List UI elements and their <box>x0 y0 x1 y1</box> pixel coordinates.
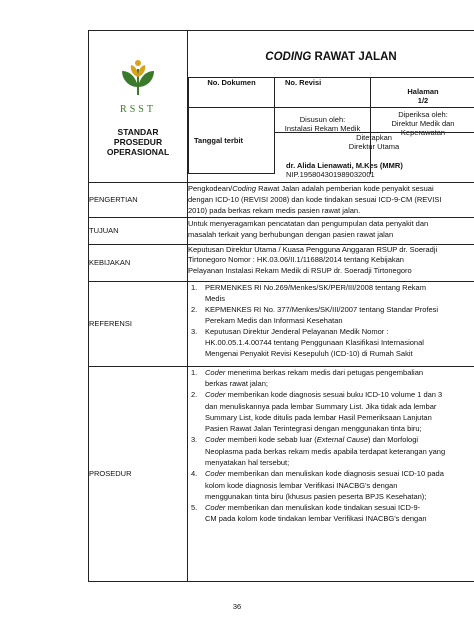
header-info-cell <box>188 31 474 183</box>
signer-nip: NIP.195804301989032001 <box>286 170 375 179</box>
row-prosedur <box>89 366 474 581</box>
row-referensi <box>89 281 474 366</box>
sop-document <box>88 30 474 582</box>
referensi-item: 2. KEPMENKES RI No. 377/Menkes/SK/III/2007 tentang Standar Profesi Perekam Medis dan Informasi Kesehatan <box>191 304 439 325</box>
hospital-logo <box>89 57 187 115</box>
row-pengertian <box>89 183 474 218</box>
prosedur-step: 4. Coder memberikan dan menuliskan kode diagnosis sesuai ICD-10 pada kolom kode diagnosis lembar Verifikasi INACBG's dengan menggunakan tinta biru (khusus pasien peserta BPJS Kesehatan); <box>191 469 444 501</box>
document-type-line: OPERASIONAL <box>106 147 170 157</box>
logo-text: RSST <box>120 104 156 115</box>
pengertian-line: dengan ICD-10 (REVISI 2008) dan kode tindakan sesuai ICD-9-CM (REVISI <box>188 195 442 205</box>
tujuan-text <box>188 217 474 244</box>
prosedur-step: 2. Coder memberikan kode diagnosis sesuai buku ICD-10 volume 1 dan 3 dan menuliskannya pada lembar Summary List. Jika tidak ada lembar Summary List, kode ditulis pada lembar Hasil Pemeriksaan Lanjutan Pasien Rawat Jalan Terintegrasi dengan menggunakan tinta biru; <box>191 390 443 434</box>
prosedur-step: 1. Coder menerima berkas rekam medis dari petugas pengembalian berkas rawat jalan; <box>191 367 424 388</box>
row-tujuan <box>89 217 474 244</box>
no-dokumen-label: No. Dokumen <box>189 78 275 108</box>
referensi-item: 3. Keputusan Direktur Jenderal Pelayanan Medik Nomor : HK.00.05.1.4.00744 tentang Penggunaan Klasifikasi Internasional Mengenai Penyakit Revisi Kesepuluh (ICD-10) di Rumah Sakit <box>191 326 424 358</box>
kebijakan-label: KEBIJAKAN <box>89 244 188 281</box>
document-type-line: PROSEDUR <box>113 137 163 147</box>
disusun-value: Instalasi Rekam Medik <box>284 124 361 133</box>
row-kebijakan <box>89 244 474 281</box>
signer-name: dr. Alida Lienawati, M.Kes (MMR) <box>286 161 403 170</box>
document-type-line: STANDAR <box>117 127 159 137</box>
rsst-leaf-logo-icon <box>118 57 158 97</box>
referensi-list <box>188 281 474 366</box>
tujuan-label: TUJUAN <box>89 217 188 244</box>
prosedur-list <box>188 366 474 581</box>
pengertian-line: 2010) pada berkas rekam medis pasien rawat jalan. <box>188 206 361 216</box>
referensi-item: 1. PERMENKES RI No.269/Menkes/SK/PER/III/2008 tentang Rekam Medis <box>191 282 426 303</box>
prosedur-step: 3. Coder memberi kode sebab luar (External Cause) dan Morfologi Neoplasma pada berkas rekam medis apabila terdapat keterangan yang menyatakan hal tersebut; <box>191 435 446 467</box>
halaman-label: Halaman <box>407 87 439 96</box>
tanggal-terbit-label: Tanggal terbit <box>189 108 275 174</box>
logo-cell <box>89 31 188 183</box>
tujuan-line: masalah terkait yang berhubungan dengan pasien rawat jalan <box>188 229 394 239</box>
no-revisi-label: No. Revisi <box>275 78 371 108</box>
halaman-cell <box>371 78 474 108</box>
header-info-table <box>188 77 474 174</box>
diperiksa-value: Direktur Medik dan Keperawatan <box>391 119 455 137</box>
header-row <box>89 31 474 183</box>
tujuan-line: Untuk menyeragamkan pencatatan dan pengumpulan data penyakit dan <box>188 218 429 228</box>
kebijakan-text <box>188 244 474 281</box>
title-italic: CODING <box>265 51 312 63</box>
document-type <box>89 127 187 157</box>
ditetapkan-label: Ditetapkan <box>356 133 392 142</box>
ditetapkan-value: Direktur Utama <box>348 142 400 151</box>
pengertian-post: Rawat Jalan adalah pemberian kode penyakit sesuai <box>256 184 434 193</box>
page-number: 36 <box>232 602 242 611</box>
document-title <box>188 31 474 77</box>
pengertian-italic: Coding <box>232 184 256 193</box>
prosedur-step: 5. Coder memberikan dan menuliskan kode tindakan sesuai ICD-9- CM pada kolom kode tindakan lembar Verifikasi INACBG's dengan <box>191 503 427 524</box>
pengertian-pre: Pengkodean/ <box>188 184 233 193</box>
kebijakan-line: Tirtonegoro Nomor : HK.03.06/II.1/11688/2014 tentang Kebijakan <box>188 255 404 265</box>
kebijakan-line: Pelayanan Instalasi Rekam Medik di RSUP dr. Soeradji Tirtonegoro <box>188 265 412 275</box>
title-rest: RAWAT JALAN <box>311 51 397 63</box>
ditetapkan-block <box>274 132 474 151</box>
pengertian-label: PENGERTIAN <box>89 183 188 218</box>
sop-table <box>88 30 474 582</box>
signer-block <box>274 161 474 179</box>
disusun-label: Disusun oleh: <box>299 115 346 124</box>
prosedur-label: PROSEDUR <box>89 366 188 581</box>
diperiksa-label: Diperiksa oleh: <box>398 110 448 119</box>
pengertian-text <box>188 183 474 218</box>
halaman-value: 1/2 <box>417 96 429 105</box>
referensi-label: REFERENSI <box>89 281 188 366</box>
kebijakan-line: Keputusan Direktur Utama / Kuasa Pengguna Anggaran RSUP dr. Soeradji <box>188 244 438 254</box>
